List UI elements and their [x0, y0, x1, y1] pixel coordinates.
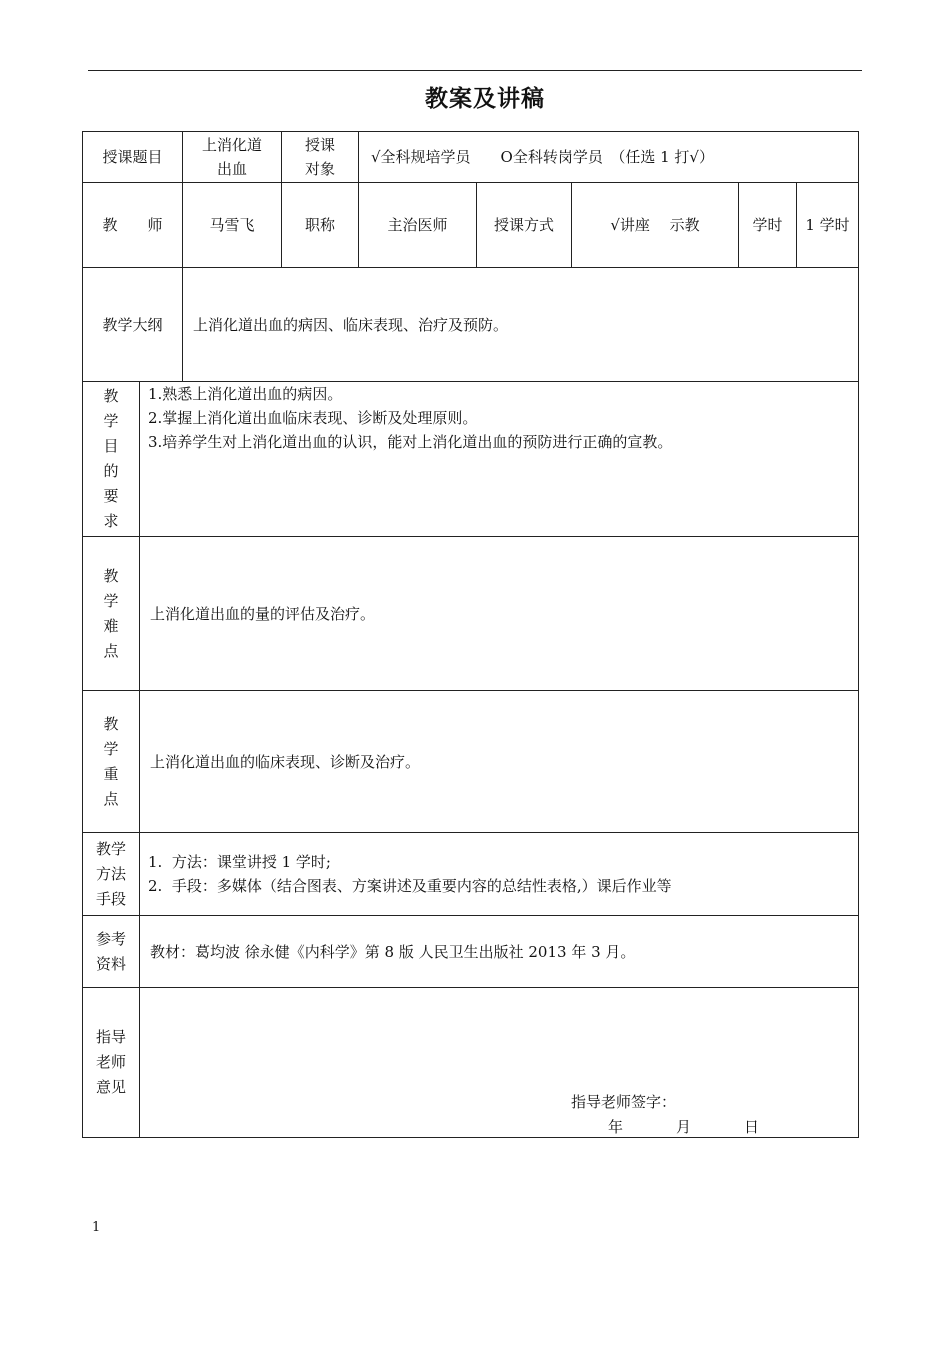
signature-label: 指导老师签字： [571, 1093, 677, 1111]
methods-label-line: 手段 [95, 889, 126, 908]
rank-label: 职称 [304, 216, 335, 234]
advisor-label-line: 指导 [95, 1028, 126, 1046]
keypoints-label-char: 重 [103, 764, 119, 783]
references-label-line: 资料 [95, 954, 126, 973]
rank-value: 主治医师 [387, 216, 448, 234]
keypoints-label-char: 点 [103, 789, 119, 808]
goals-label-char: 学 [103, 412, 119, 430]
methods-label-line: 教学 [95, 839, 126, 858]
keypoints-label-char: 学 [103, 739, 119, 758]
difficulty-label-char: 难 [103, 616, 119, 635]
hours-label: 学时 [752, 216, 783, 234]
goal-item: 2.掌握上消化道出血临床表现、诊断及处理原则。 [148, 409, 478, 427]
audience-label-line: 授课 [304, 136, 335, 154]
header-rule [88, 70, 862, 71]
signature-day: 日 [744, 1118, 760, 1136]
signature-year: 年 [608, 1118, 624, 1136]
method-item: 1. 方法：课堂讲授 1 学时; [148, 853, 331, 871]
methods-content [140, 833, 858, 915]
methods-label-line: 方法 [95, 864, 126, 883]
signature-month: 月 [676, 1118, 692, 1136]
goals-label-char: 教 [103, 387, 119, 405]
audience-label [282, 132, 358, 182]
topic-value-line: 出血 [216, 160, 247, 178]
page-number: 1 [92, 1220, 101, 1235]
keypoints-label [83, 691, 139, 832]
difficulty-label-char: 学 [103, 591, 119, 610]
topic-label: 授课题目 [102, 148, 163, 166]
audience-label-line: 对象 [304, 160, 335, 178]
row-divider [82, 987, 859, 988]
goal-item: 3.培养学生对上消化道出血的认识，能对上消化道出血的预防进行正确的宣教。 [148, 433, 673, 451]
page-title: 教案及讲稿 [425, 86, 545, 112]
difficulty-text: 上消化道出血的量的评估及治疗。 [150, 604, 376, 623]
audience-value: √全科规培学员 O全科转岗学员 （任选 1 打√） [371, 148, 714, 166]
difficulty-label [83, 537, 139, 690]
difficulty-label-char: 教 [103, 566, 119, 585]
methods-label [83, 833, 139, 915]
references-label [83, 916, 139, 987]
keypoints-label-char: 教 [103, 714, 119, 733]
method-item: 2. 手段：多媒体（结合图表、方案讲述及重要内容的总结性表格,）课后作业等 [148, 877, 672, 895]
goals-label [83, 382, 139, 536]
topic-value-line: 上消化道 [201, 136, 262, 154]
mode-label: 授课方式 [493, 216, 554, 234]
keypoints-text: 上消化道出血的临床表现、诊断及治疗。 [150, 752, 421, 771]
hours-value: 1 学时 [805, 216, 850, 234]
table-border-right [858, 131, 859, 1138]
mode-value: √讲座 示教 [610, 216, 700, 234]
table-border-bottom [82, 1137, 859, 1138]
advisor-label-line: 意见 [95, 1078, 126, 1096]
topic-value [183, 132, 281, 182]
teacher-label: 教 师 [102, 216, 163, 234]
goals-content [140, 382, 858, 536]
goals-label-char: 目 [103, 437, 119, 455]
goals-label-char: 的 [103, 462, 119, 480]
references-label-line: 参考 [95, 929, 126, 948]
outline-text: 上消化道出血的病因、临床表现、治疗及预防。 [193, 315, 509, 334]
difficulty-label-char: 点 [103, 641, 119, 660]
advisor-label-line: 老师 [95, 1053, 126, 1071]
advisor-label [83, 988, 139, 1137]
outline-label: 教学大纲 [102, 315, 163, 334]
goal-item: 1.熟悉上消化道出血的病因。 [148, 385, 343, 403]
goals-label-char: 要 [103, 487, 119, 505]
goals-label-char: 求 [103, 512, 119, 530]
references-text: 教材：葛均波 徐永健《内科学》第 8 版 人民卫生出版社 2013 年 3 月。 [150, 942, 636, 961]
teacher-value: 马雪飞 [209, 216, 255, 234]
